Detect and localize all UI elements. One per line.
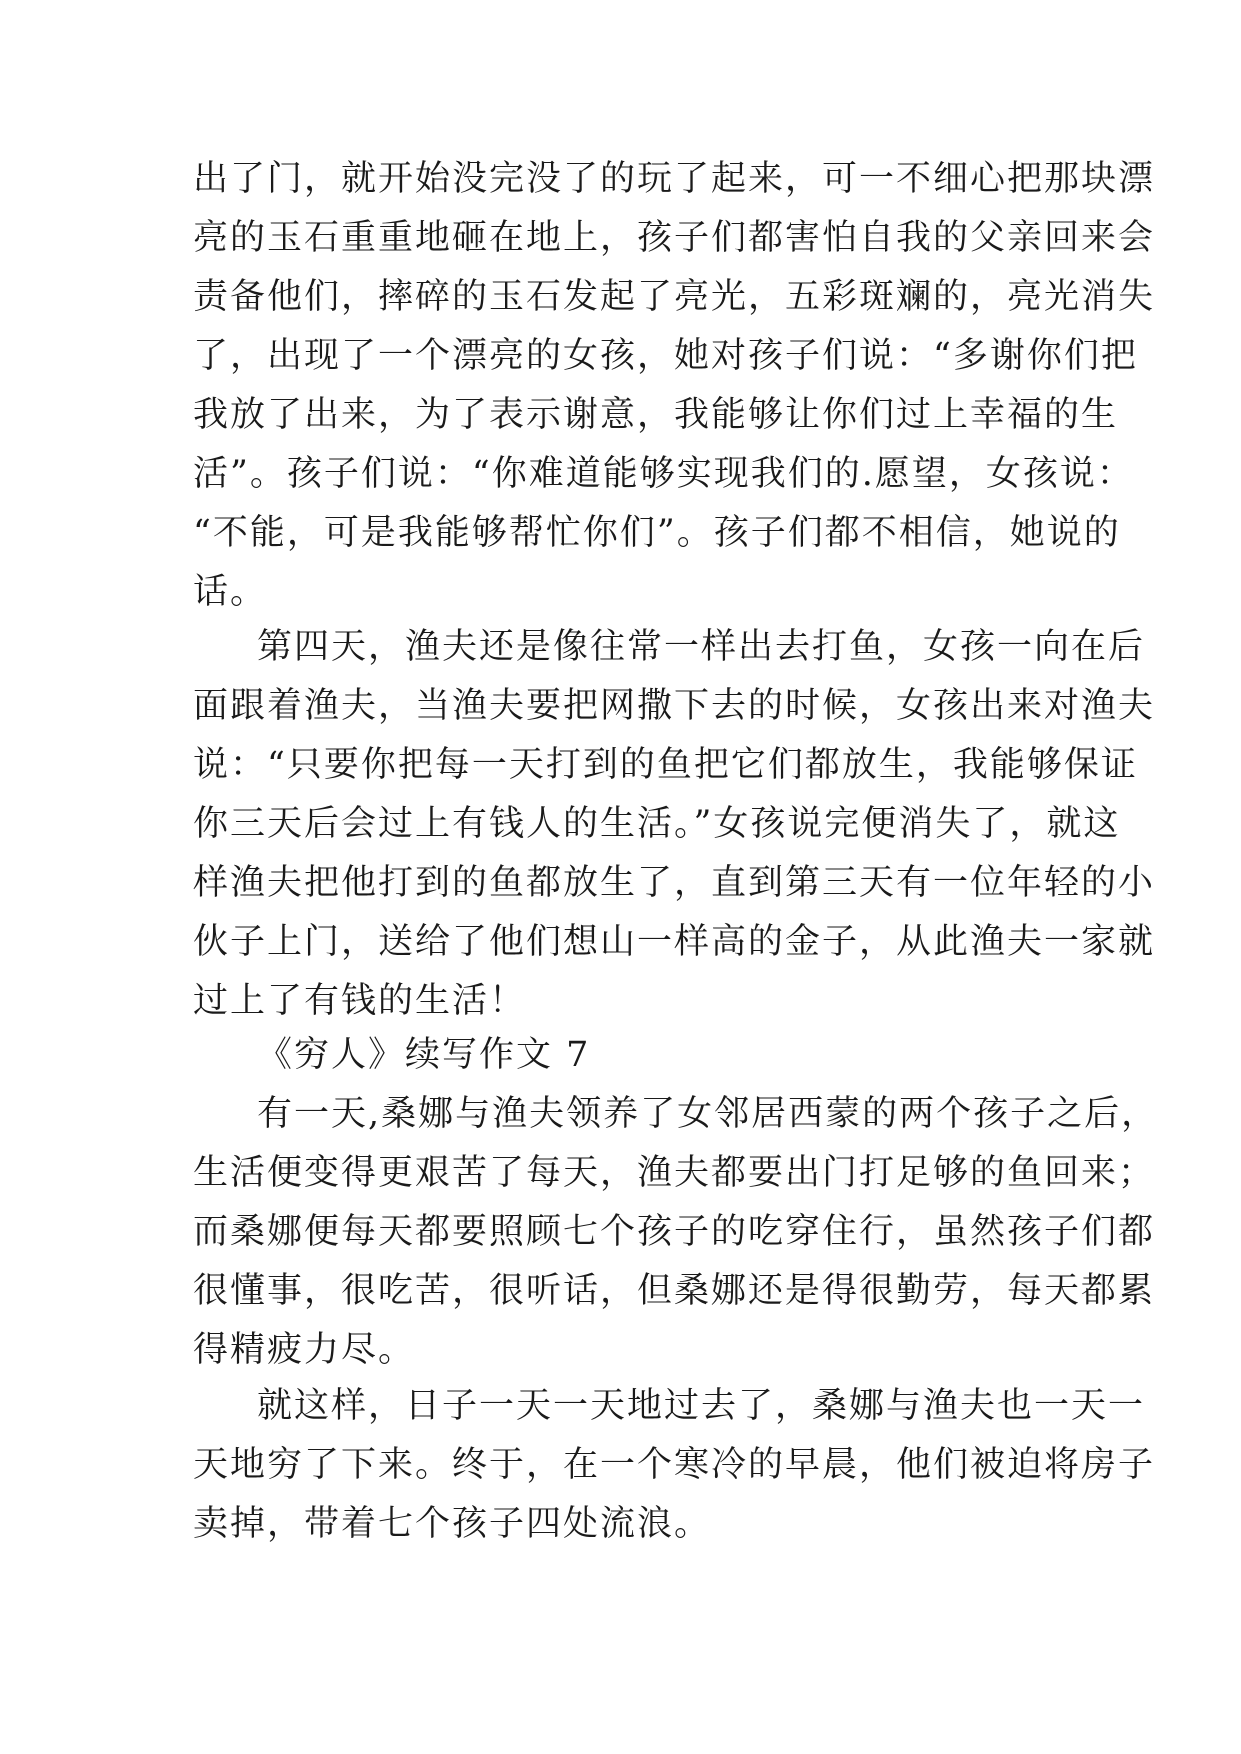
paragraph-line: 出了门，就开始没完没了的玩了起来，可一不细心把那块漂	[193, 159, 1156, 199]
paragraph-line: 面跟着渔夫，当渔夫要把网撒下去的时候，女孩出来对渔夫	[193, 686, 1156, 726]
paragraph-4	[193, 1377, 1156, 1554]
paragraph-line: 亮的玉石重重地砸在地上，孩子们都害怕自我的父亲回来会	[193, 218, 1156, 258]
paragraph-line: 说：“只要你把每一天打到的鱼把它们都放生，我能够保证	[193, 745, 1138, 785]
paragraph-line: 你三天后会过上有钱人的生活。”女孩说完便消失了，就这	[193, 804, 1121, 844]
paragraph-line: 卖掉，带着七个孩子四处流浪。	[193, 1504, 712, 1544]
paragraph-2	[193, 618, 1156, 1031]
paragraph-3	[193, 1085, 1159, 1380]
section-heading	[193, 1026, 1057, 1085]
paragraph-line: 第四天，渔夫还是像往常一样出去打鱼，女孩一向在后	[257, 627, 1146, 667]
paragraph-line: “不能，可是我能够帮忙你们”。孩子们都不相信，她说的	[193, 513, 1121, 553]
paragraph-line: 责备他们，摔碎的玉石发起了亮光，五彩斑斓的，亮光消失	[193, 277, 1156, 317]
paragraph-line: 生活便变得更艰苦了每天，渔夫都要出门打足够的鱼回来；	[193, 1153, 1156, 1193]
paragraph-1	[193, 150, 1156, 622]
paragraph-line: 过上了有钱的生活！	[193, 981, 527, 1021]
paragraph-line: 活”。孩子们说：“你难道能够实现我们的.愿望，女孩说：	[193, 454, 1134, 494]
paragraph-line: 话。	[193, 572, 268, 612]
paragraph-line: 很懂事，很吃苦，很听话，但桑娜还是得很勤劳，每天都累	[193, 1271, 1156, 1311]
paragraph-line: 就这样，日子一天一天地过去了，桑娜与渔夫也一天一	[257, 1386, 1146, 1426]
paragraph-line: 样渔夫把他打到的鱼都放生了，直到第三天有一位年轻的小	[193, 863, 1156, 903]
paragraph-line: 我放了出来，为了表示谢意，我能够让你们过上幸福的生	[193, 395, 1119, 435]
paragraph-line: 得精疲力尽。	[193, 1330, 416, 1370]
paragraph-line: 伙子上门，送给了他们想山一样高的金子，从此渔夫一家就	[193, 922, 1156, 962]
paragraph-line: 有一天,桑娜与渔夫领养了女邻居西蒙的两个孩子之后，	[257, 1094, 1159, 1134]
paragraph-line: 而桑娜便每天都要照顾七个孩子的吃穿住行，虽然孩子们都	[193, 1212, 1156, 1252]
paragraph-line: 天地穷了下来。终于，在一个寒冷的早晨，他们被迫将房子	[193, 1445, 1156, 1485]
heading-text: 《穷人》续写作文 7	[257, 1035, 591, 1075]
paragraph-line: 了，出现了一个漂亮的女孩，她对孩子们说：“多谢你们把	[193, 336, 1138, 376]
